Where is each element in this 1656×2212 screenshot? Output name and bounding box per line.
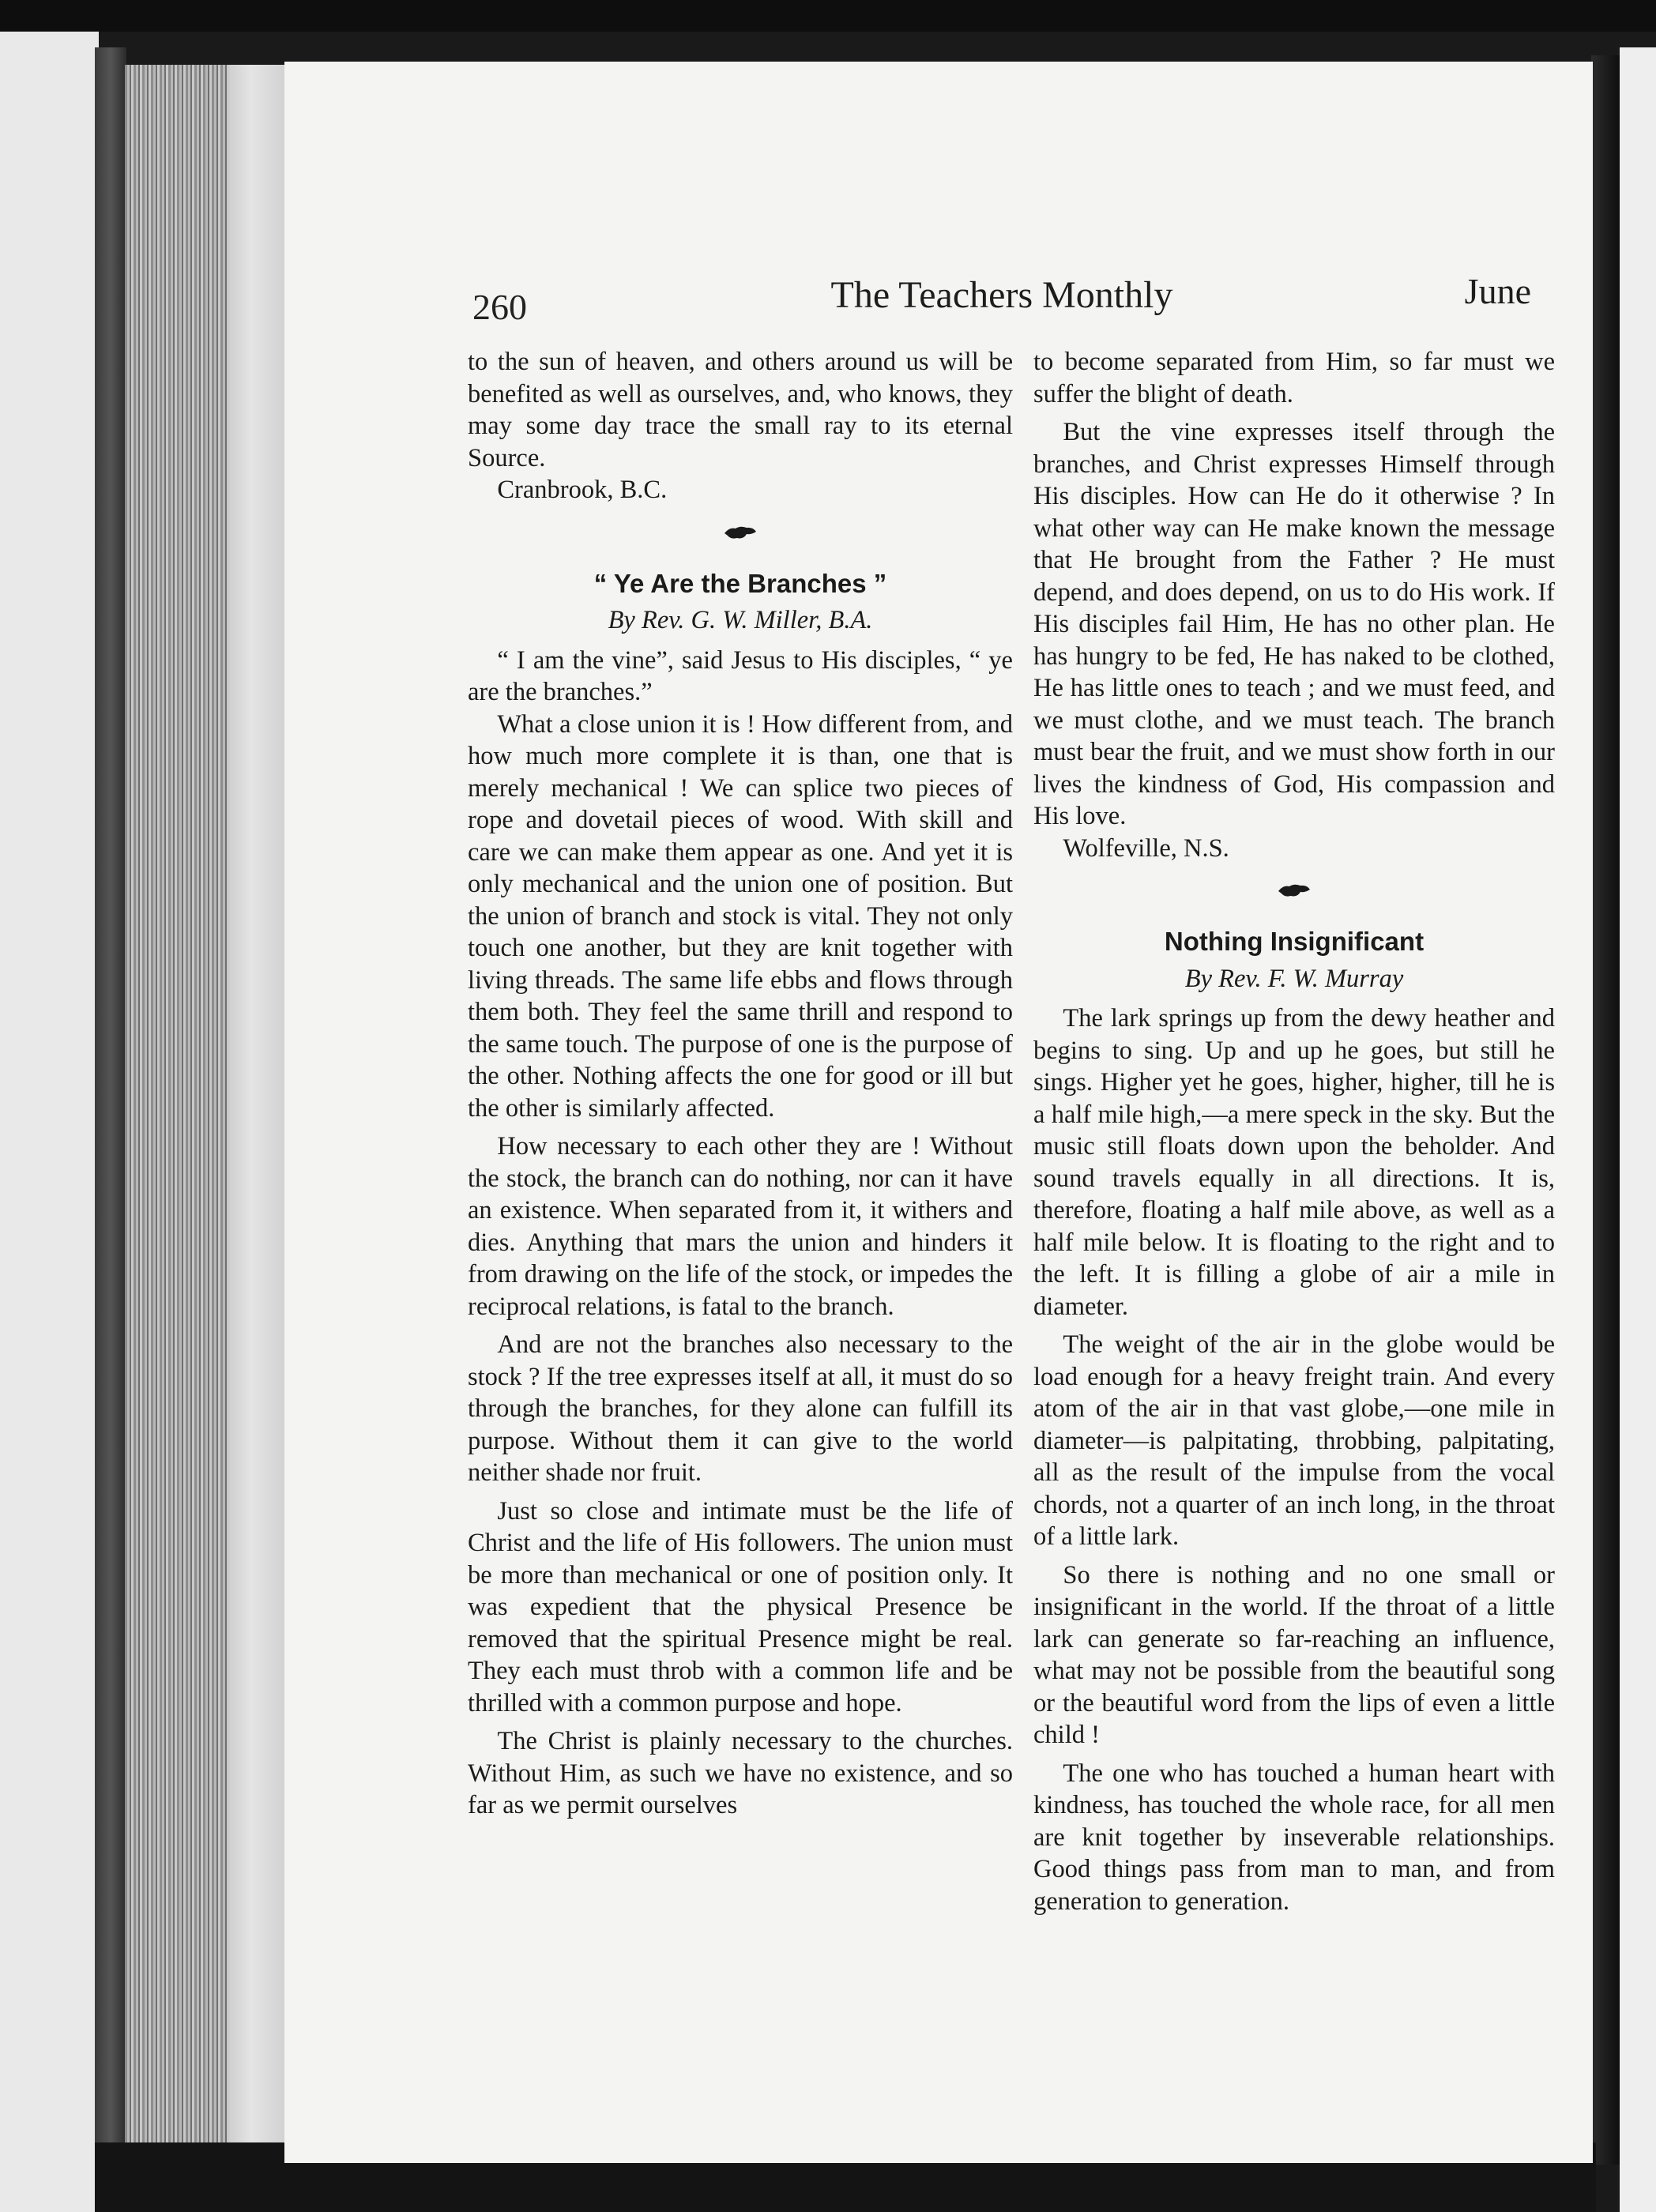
article-paragraph: The lark springs up from the dewy heather and begins to sing. Up and up he goes, but still he sings. Higher yet he goes, higher, higher, till he is a half mile high,—a mere speck in the sky. But the music still floats down upon the beholder. And sound travels equally in all directions. It is, therefore, floating a half mile above, as well as a half mile below. It is floating to the right and to the left. It is filling a globe of air a mile in diameter. xyxy=(1033,1004,1555,1321)
article-byline-insignificant: By Rev. F. W. Murray xyxy=(1184,964,1404,993)
right-column xyxy=(1033,346,1555,1917)
article-title-insignificant: Nothing Insignificant xyxy=(1164,927,1425,956)
page-stack-gutter xyxy=(229,65,284,2150)
left-column xyxy=(468,346,1013,1822)
hand-ornament-icon xyxy=(723,522,758,543)
article-paragraph: “ I am the vine”, said Jesus to His disciples, “ ye are the branches.” xyxy=(468,645,1013,706)
running-title: The Teachers Monthly xyxy=(830,274,1173,316)
page-header xyxy=(472,259,1531,330)
article-paragraph: Just so close and intimate must be the life of Christ and the life of His followers. The union must be more than mechanical or one of position only. It was expedient that the physical Presence be removed that the spiritual Presence might be real. They each must throb with a common life and be thrilled with a common purpose and hope. xyxy=(468,1496,1013,1717)
article-paragraph: And are not the branches also necessary to the stock ? If the tree expresses itself at all, it must do so through the branches, for they alone can fulfill its purpose. Without them it can give to the world neither shade nor fruit. xyxy=(468,1330,1013,1487)
right-page-edge xyxy=(1620,47,1656,2212)
intro-paragraph: to the sun of heaven, and others around us will be benefited as well as ourselves, and, who knows, they may some day trace the small ray to its eternal Source. xyxy=(468,348,1013,472)
scan-top-shadow xyxy=(0,0,1656,32)
article-title-branches: “ Ye Are the Branches ” xyxy=(593,568,887,598)
continuation-paragraph: to become separated from Him, so far must we suffer the blight of death. xyxy=(1033,348,1555,408)
closing-place: Wolfeville, N.S. xyxy=(1063,833,1229,863)
section-divider xyxy=(468,519,1013,551)
article-paragraph: So there is nothing and no one small or insignificant in the world. If the throat of a little lark can generate so far-reaching an influence, what may not be possible from the beautiful song or the beautiful word from the lips of even a little child ! xyxy=(1033,1560,1555,1749)
book-cover-edge xyxy=(95,47,126,2172)
article-paragraph: What a close union it is ! How different from, and how much more complete it is than, one that is merely mechanical ! We can splice two pieces of rope and dovetail pieces of wood. With skill and care we can make them appear as one. And yet it is only mechanical and the union one of position. But the union of branch and stock is vital. They not only touch one another, but they are knit together with living threads. The same life ebbs and flows through them both. They feel the same thrill and respond to the same touch. The purpose of one is the purpose of the other. Nothing affects the one for good or ill but the other is similarly affected. xyxy=(468,709,1013,1123)
page-number: 260 xyxy=(472,287,527,327)
book-page xyxy=(284,62,1593,2163)
article-paragraph: The Christ is plainly necessary to the churches. Without Him, as such we have no existence, and so far as we permit ourselves xyxy=(468,1727,1013,1819)
article-paragraph: But the vine expresses itself through the branches, and Christ expresses Himself through His disciples. How can He do it otherwise ? In what other way can He make known the message that He brought from the Father ? He must depend, and does depend, on us to do His work. If His disciples fail Him, He has no other plan. He has hungry to be fed, He has naked to be clothed, He has little ones to teach ; and we must feed, and we must clothe, and we must teach. The branch must bear the fruit, and we must show forth in our lives the kindness of God, His compassion and His love. xyxy=(1033,418,1555,830)
hand-ornament-icon xyxy=(1277,880,1312,901)
section-divider xyxy=(1033,877,1555,908)
article-paragraph: The weight of the air in the globe would be load enough for a heavy freight train. And every atom of the air in that vast globe,—one mile in diameter—is palpitating, throbbing, palpitating, all as the result of the impulse from the vocal chords, not a quarter of an inch long, in the throat of a little lark. xyxy=(1033,1330,1555,1551)
scan-left-margin xyxy=(0,32,99,2212)
article-byline-branches: By Rev. G. W. Miller, B.A. xyxy=(608,606,873,634)
page-stack-edges xyxy=(125,65,229,2150)
article-paragraph: How necessary to each other they are ! Without the stock, the branch can do nothing, nor can it have an existence. When separated from it, it withers and dies. Anything that mars the union and hinders it from drawing on the life of the stock, or impedes the reciprocal relations, is fatal to the branch. xyxy=(468,1132,1013,1321)
intro-place: Cranbrook, B.C. xyxy=(497,476,668,504)
article-paragraph: The one who has touched a human heart with kindness, has touched the whole race, for all men are knit together by inseverable relationships. Good things pass from man to man, and from generation to generation. xyxy=(1033,1759,1555,1916)
issue-month: June xyxy=(1464,271,1531,311)
